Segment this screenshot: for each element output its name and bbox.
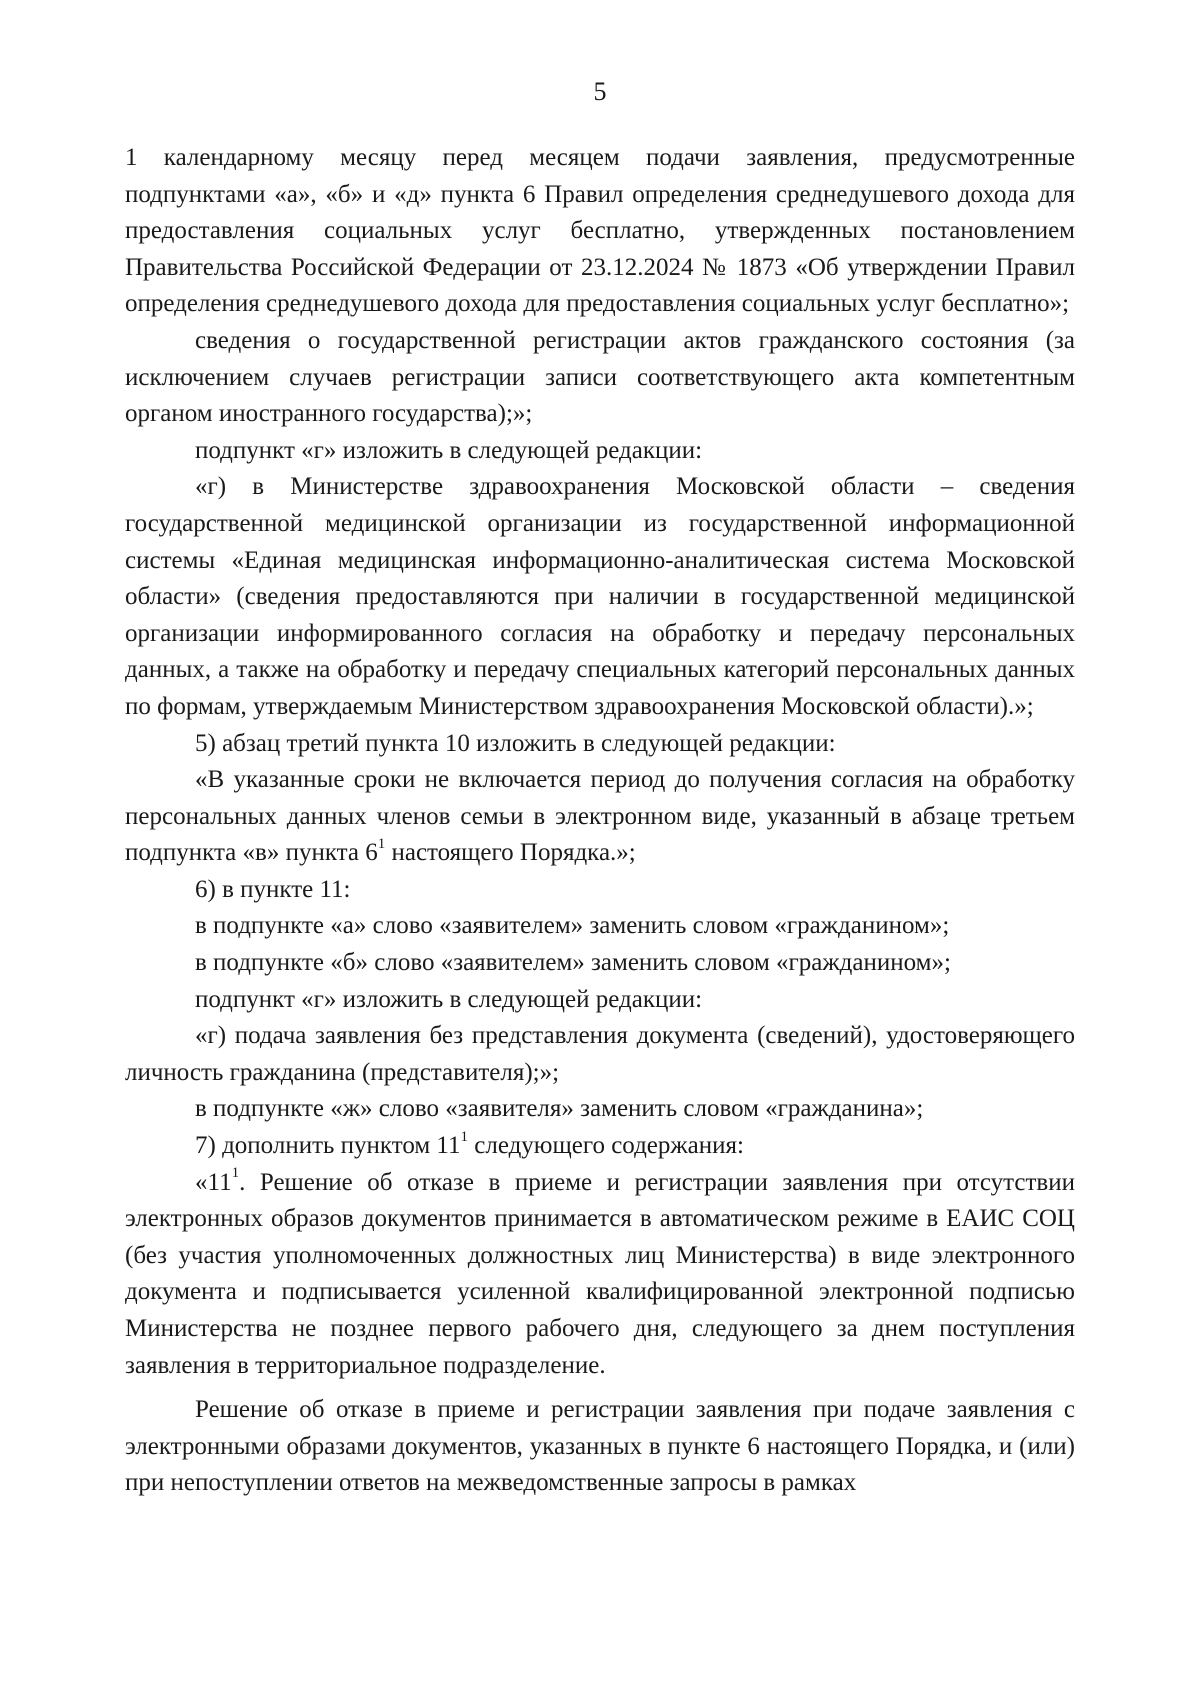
paragraph: «г) в Министерстве здравоохранения Московской области – сведения государственной медицинской организации из государственной информационной системы «Единая медицинская информационно-аналитическая система Московской области» (сведения предоставляются при наличии в государственной медицинской организации информированного согласия на обработку и передачу персональных данных, а также на обработку и передачу специальных категорий персональных данных по формам, утверждаемым Министерством здравоохранения Московской области).»; <box>125 473 1075 720</box>
paragraph-text: следующего содержания: <box>468 1132 744 1160</box>
paragraph <box>125 1128 1075 1165</box>
paragraph: сведения о государственной регистрации актов гражданского состояния (за исключением случаев регистрации записи соответствующего акта компетентным органом иностранного государства);»; <box>125 326 1075 428</box>
paragraph-text: 7) дополнить пунктом 11 <box>195 1132 461 1160</box>
paragraph: 5) абзац третий пункта 10 изложить в следующей редакции: <box>195 729 836 757</box>
paragraph: в подпункте «ж» слово «заявителя» заменить словом «гражданина»; <box>195 1095 924 1123</box>
paragraph: в подпункте «а» слово «заявителем» заменить словом «гражданином»; <box>195 912 950 940</box>
superscript: 1 <box>231 1165 240 1182</box>
paragraph: 6) в пункте 11: <box>195 875 351 903</box>
paragraph: 1 календарному месяцу перед месяцем подачи заявления, предусмотренные подпунктами «а», «б» и «д» пункта 6 Правил определения среднедушевого дохода для предоставления социальных услуг бесплатно, утвержденных постановлением Правительства Российской Федерации от 23.12.2024 № 1873 «Об утверждении Правил определения среднедушевого дохода для предоставления социальных услуг бесплатно»; <box>125 144 1075 318</box>
document-body <box>125 140 1075 1502</box>
paragraph: подпункт «г» изложить в следующей редакции: <box>195 985 703 1013</box>
paragraph <box>125 762 1075 872</box>
superscript: 1 <box>377 835 386 852</box>
paragraph: в подпункте «б» слово «заявителем» заменить словом «гражданином»; <box>195 949 951 977</box>
paragraph-text: . Решение об отказе в приеме и регистрации заявления при отсутствии электронных образов документов принимается в автоматическом режиме в ЕАИС СОЦ (без участия уполномоченных должностных лиц Министерства) в виде электронного документа и подписывается усиленной квалифицированной электронной подписью Министерства не позднее первого рабочего дня, следующего за днем поступления заявления в территориальное подразделение. <box>125 1168 1075 1379</box>
paragraph-text: «В указанные сроки не включается период до получения согласия на обработку персональных данных членов семьи в электронном виде, указанный в абзаце третьем подпункта «в» пункта 6 <box>125 766 1075 867</box>
paragraph <box>125 1165 1075 1385</box>
paragraph: Решение об отказе в приеме и регистрации заявления при подаче заявления с электронными образами документов, указанных в пункте 6 настоящего Порядка, и (или) при непоступлении ответов на межведомственные запросы в рамках <box>125 1396 1075 1497</box>
superscript: 1 <box>460 1128 468 1145</box>
page-number: 5 <box>593 77 607 106</box>
paragraph: подпункт «г» изложить в следующей редакции: <box>195 436 703 464</box>
paragraph: «г) подача заявления без представления документа (сведений), удостоверяющего личность гражданина (представителя);»; <box>125 1022 1075 1086</box>
paragraph-text: «11 <box>195 1168 232 1196</box>
paragraph-text: настоящего Порядка.»; <box>385 839 636 867</box>
